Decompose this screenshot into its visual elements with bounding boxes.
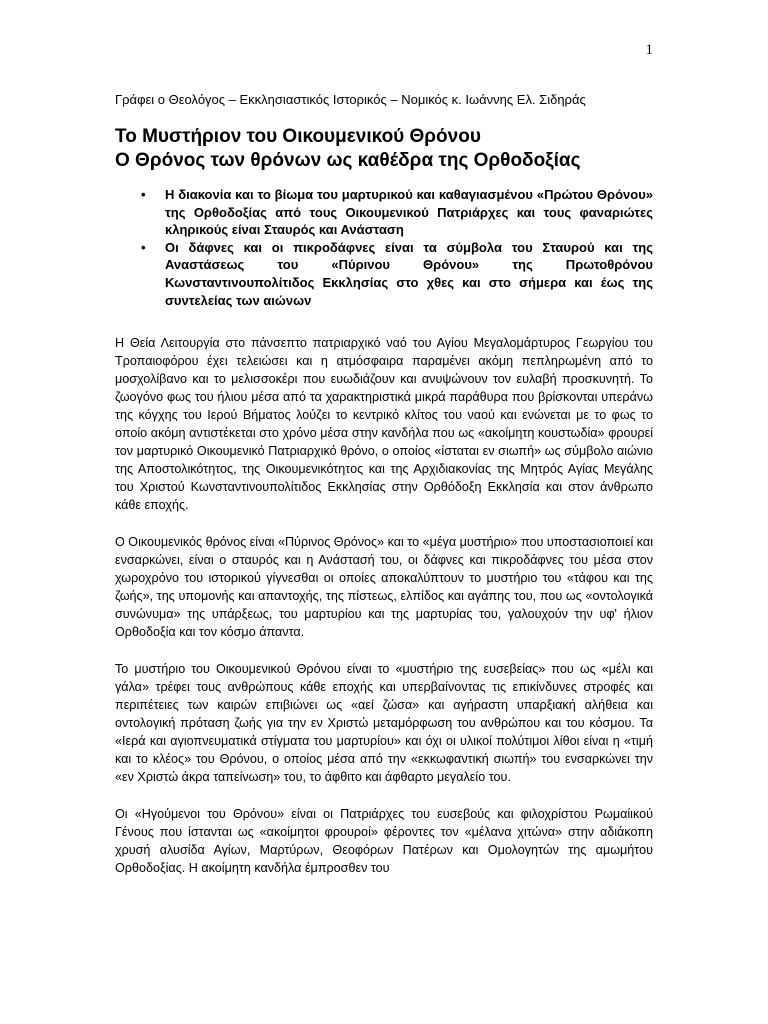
body-paragraph: Το μυστήριο του Οικουμενικού Θρόνου είναι το «μυστήριο της ευσεβείας» που ως «μέλι και γάλα» τρέφει τους ανθρώπους κάθε εποχής και υπερβαίνοντας τις επικίνδυνες στροφές και περιπέτειες των καιρών επιβιώνει ως «αεί ζώσα» και αγήραστη υπαρξιακή αλήθεια και οντολογική πρόταση ζωής για την εν Χριστώ μεταμόρφωση του ανθρώπου και του κόσμου. Τα «Ιερά και αγιοπνευματικά στίγματα του μαρτυρίου» και όχι οι υλικοί πολύτιμοι λίθοι είναι η «τιμή και το κλέος» του Θρόνου, ο οποίος μέσα από την «εκκωφαντική σιωπή» του ενσαρκώνει την «εν Χριστώ άκρα ταπείνωση» του, το άφθιτο και άφθαρτο μεγαλείο του. [115,662,653,784]
page-number: 1 [645,42,653,58]
summary-bullet-list [115,186,653,309]
article-subtitle: Ο Θρόνος των θρόνων ως καθέδρα της Ορθοδοξίας [115,150,581,171]
article-body [115,334,653,896]
body-paragraph: Ο Οικουμενικός θρόνος είναι «Πύρινος Θρόνος» και το «μέγα μυστήριο» που υποστασιοποιεί και ενσαρκώνει, είναι ο σταυρός και η Ανάστασή του, οι δάφνες και πικροδάφνες του μέσα στον χωροχρόνο του ιστορικού γίγνεσθαι οι οποίες αποκαλύπτουν το μυστήριο του «τάφου και της ζωής», της υπομονής και απαντοχής, της πίστεως, ελπίδος και αγάπης του, που ως «οντολογικά συνώνυμα» της υπάρξεως, του μαρτυρίου και της μαρτυρίας του, γαλουχούν την υφ' ήλιον Ορθοδοξία και τον κόσμο άπαντα. [115,535,653,639]
body-paragraph: Οι «Ηγούμενοι του Θρόνου» είναι οι Πατριάρχες του ευσεβούς και φιλοχρίστου Ρωμαίικού Γένους που ίστανται ως «ακοίμητοι φρουροί» φέροντες τον «μέλανα χιτώνα» στην αδιάκοπη χρυσή αλυσίδα Αγίων, Μαρτύρων, Θεοφόρων Πατέρων και Ομολογητών της αμωμήτου Ορθοδοξίας. Η ακοίμητη κανδήλα έμπροσθεν του [115,807,653,875]
author-byline: Γράφει ο Θεολόγος – Εκκλησιαστικός Ιστορικός – Νομικός κ. Ιωάννης Ελ. Σιδηράς [115,92,586,107]
article-title-block [115,125,658,173]
summary-bullet-text: Οι δάφνες και οι πικροδάφνες είναι τα σύμβολα του Σταυρού και της Αναστάσεως του «Πύρινου Θρόνου» της Πρωτοθρόνου Κωνσταντινουπολίτιδος Εκκλησίας στο χθες και στο σήμερα και έως της συντελείας των αιώνων [165,239,653,308]
bullet-icon: • [141,187,146,202]
article-title: Το Μυστήριον του Οικουμενικού Θρόνου [115,126,481,147]
bullet-icon: • [141,239,146,255]
summary-bullet [115,239,653,309]
summary-bullet [115,186,653,239]
summary-bullet-text: Η διακονία και το βίωμα του μαρτυρικού και καθαγιασμένου «Πρώτου Θρόνου» της Ορθοδοξίας από τους Οικουμενικού Πατριάρχες και τους φαναριώτες κληρικούς είναι Σταυρός και Ανάσταση [165,187,653,238]
body-paragraph: Η Θεία Λειτουργία στο πάνσεπτο πατριαρχικό ναό του Αγίου Μεγαλομάρτυρος Γεωργίου του Τροπαιοφόρου έχει τελειώσει και η ατμόσφαιρα παραμένει ακόμη πεπληρωμένη από το μοσχολίβανο και το μελισσοκέρι που ευωδιάζουν και ανυψώνουν τον ευλαβή προσκυνητή. Το ζωογόνο φως του ήλιου μέσα από τα χαρακτηριστικά μικρά παράθυρα που βρίσκονται υπεράνω της κόγχης του Ιερού Βήματος λούζει το κεντρικό κλίτος του ναού και ενώνεται με το φως το οποίο ακόμη αντιστέκεται στο χρόνο μέσα στην κανδήλα που ως «ακοίμητη κουστωδία» φρουρεί τον μαρτυρικό Οικουμενικό Πατριαρχικό θρόνο, ο οποίος «ίσταται εν σιωπή» ως σύμβολο αιώνιο της Αποστολικότητος, της Οικουμενικότητος και της Αρχιδιακονίας της Μητρός Αγίας Μεγάλης του Χριστού Κωνσταντινουπολίτιδος Εκκλησίας στην Ορθόδοξη Εκκλησία και στον άνθρωπο κάθε εποχής. [115,336,653,512]
